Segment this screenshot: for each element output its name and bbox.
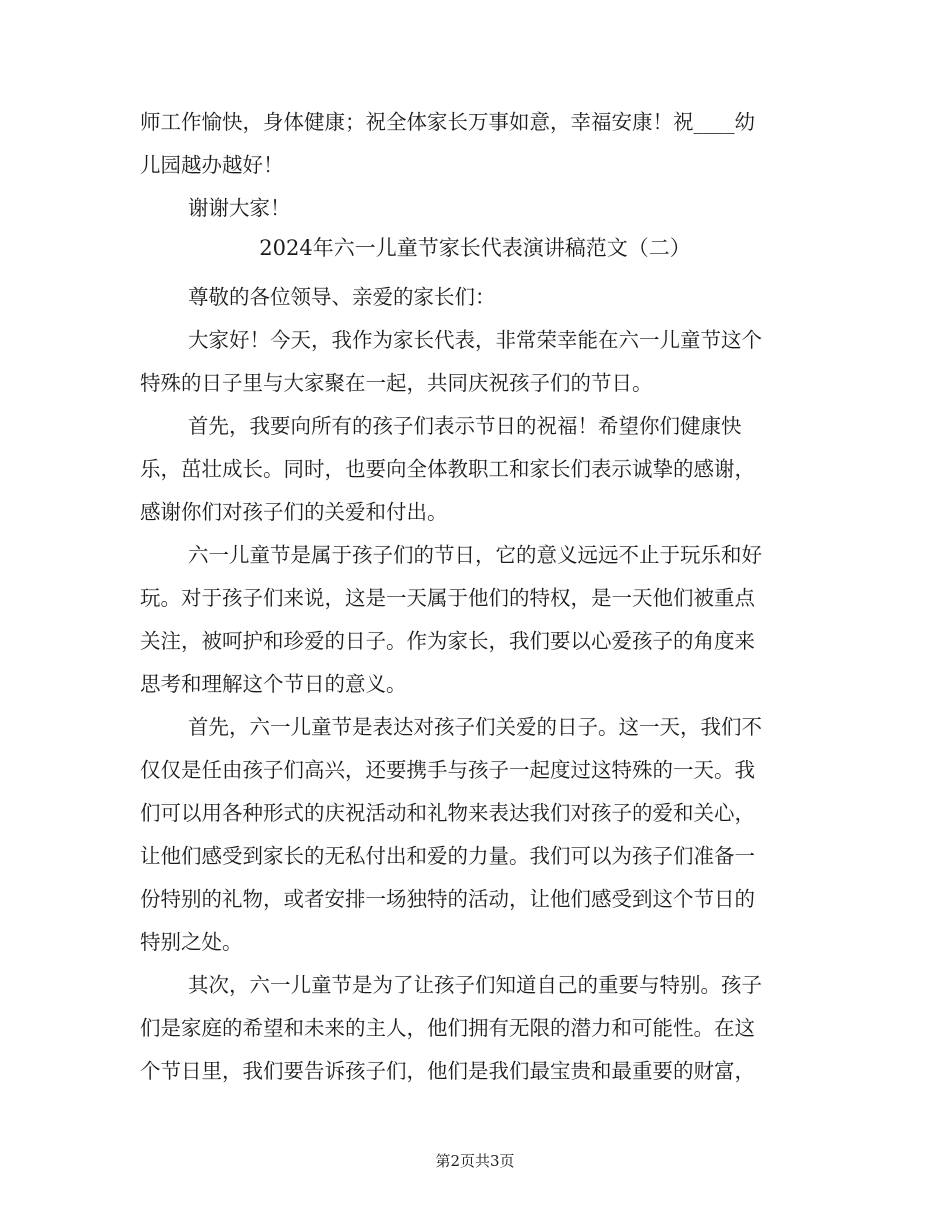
paragraph-line: 首先，六一儿童节是表达对孩子们关爱的日子。这一天，我们不 xyxy=(188,715,762,739)
paragraph-line: 思考和理解这个节日的意义。 xyxy=(140,672,407,696)
paragraph-line: 特别之处。 xyxy=(140,930,243,954)
body-line: 谢谢大家！ xyxy=(188,196,291,220)
paragraph-line: 大家好！今天，我作为家长代表，非常荣幸能在六一儿童节这个 xyxy=(188,328,762,352)
body-line: 师工作愉快，身体健康；祝全体家长万事如意，幸福安康！祝____幼 xyxy=(140,110,755,134)
paragraph-line: 感谢你们对孩子们的关爱和付出。 xyxy=(140,500,448,524)
paragraph-line: 仅仅是任由孩子们高兴，还要携手与孩子一起度过这特殊的一天。我 xyxy=(140,758,755,782)
page-number: 第2页共3页 xyxy=(435,1152,515,1170)
paragraph-line: 玩。对于孩子们来说，这是一天属于他们的特权，是一天他们被重点 xyxy=(140,586,755,610)
paragraph-line: 个节日里，我们要告诉孩子们，他们是我们最宝贵和最重要的财富， xyxy=(140,1059,755,1083)
paragraph-line: 份特别的礼物，或者安排一场独特的活动，让他们感受到这个节日的 xyxy=(140,887,755,911)
paragraph-line: 其次，六一儿童节是为了让孩子们知道自己的重要与特别。孩子 xyxy=(188,973,762,997)
body-line: 儿园越办越好！ xyxy=(140,153,284,177)
section-title: 2024年六一儿童节家长代表演讲稿范文（二） xyxy=(259,236,691,260)
paragraph-line: 们可以用各种形式的庆祝活动和礼物来表达我们对孩子的爱和关心， xyxy=(140,801,755,825)
paragraph-line: 关注，被呵护和珍爱的日子。作为家长，我们要以心爱孩子的角度来 xyxy=(140,629,755,653)
paragraph-line: 让他们感受到家长的无私付出和爱的力量。我们可以为孩子们准备一 xyxy=(140,844,755,868)
paragraph-line: 们是家庭的希望和未来的主人，他们拥有无限的潜力和可能性。在这 xyxy=(140,1016,755,1040)
paragraph-line: 六一儿童节是属于孩子们的节日，它的意义远远不止于玩乐和好 xyxy=(188,543,762,567)
paragraph-line: 特殊的日子里与大家聚在一起，共同庆祝孩子们的节日。 xyxy=(140,371,653,395)
paragraph-line: 首先，我要向所有的孩子们表示节日的祝福！希望你们健康快 xyxy=(188,414,742,438)
salutation: 尊敬的各位领导、亲爱的家长们： xyxy=(188,285,496,309)
paragraph-line: 乐，茁壮成长。同时，也要向全体教职工和家长们表示诚挚的感谢， xyxy=(140,457,755,481)
